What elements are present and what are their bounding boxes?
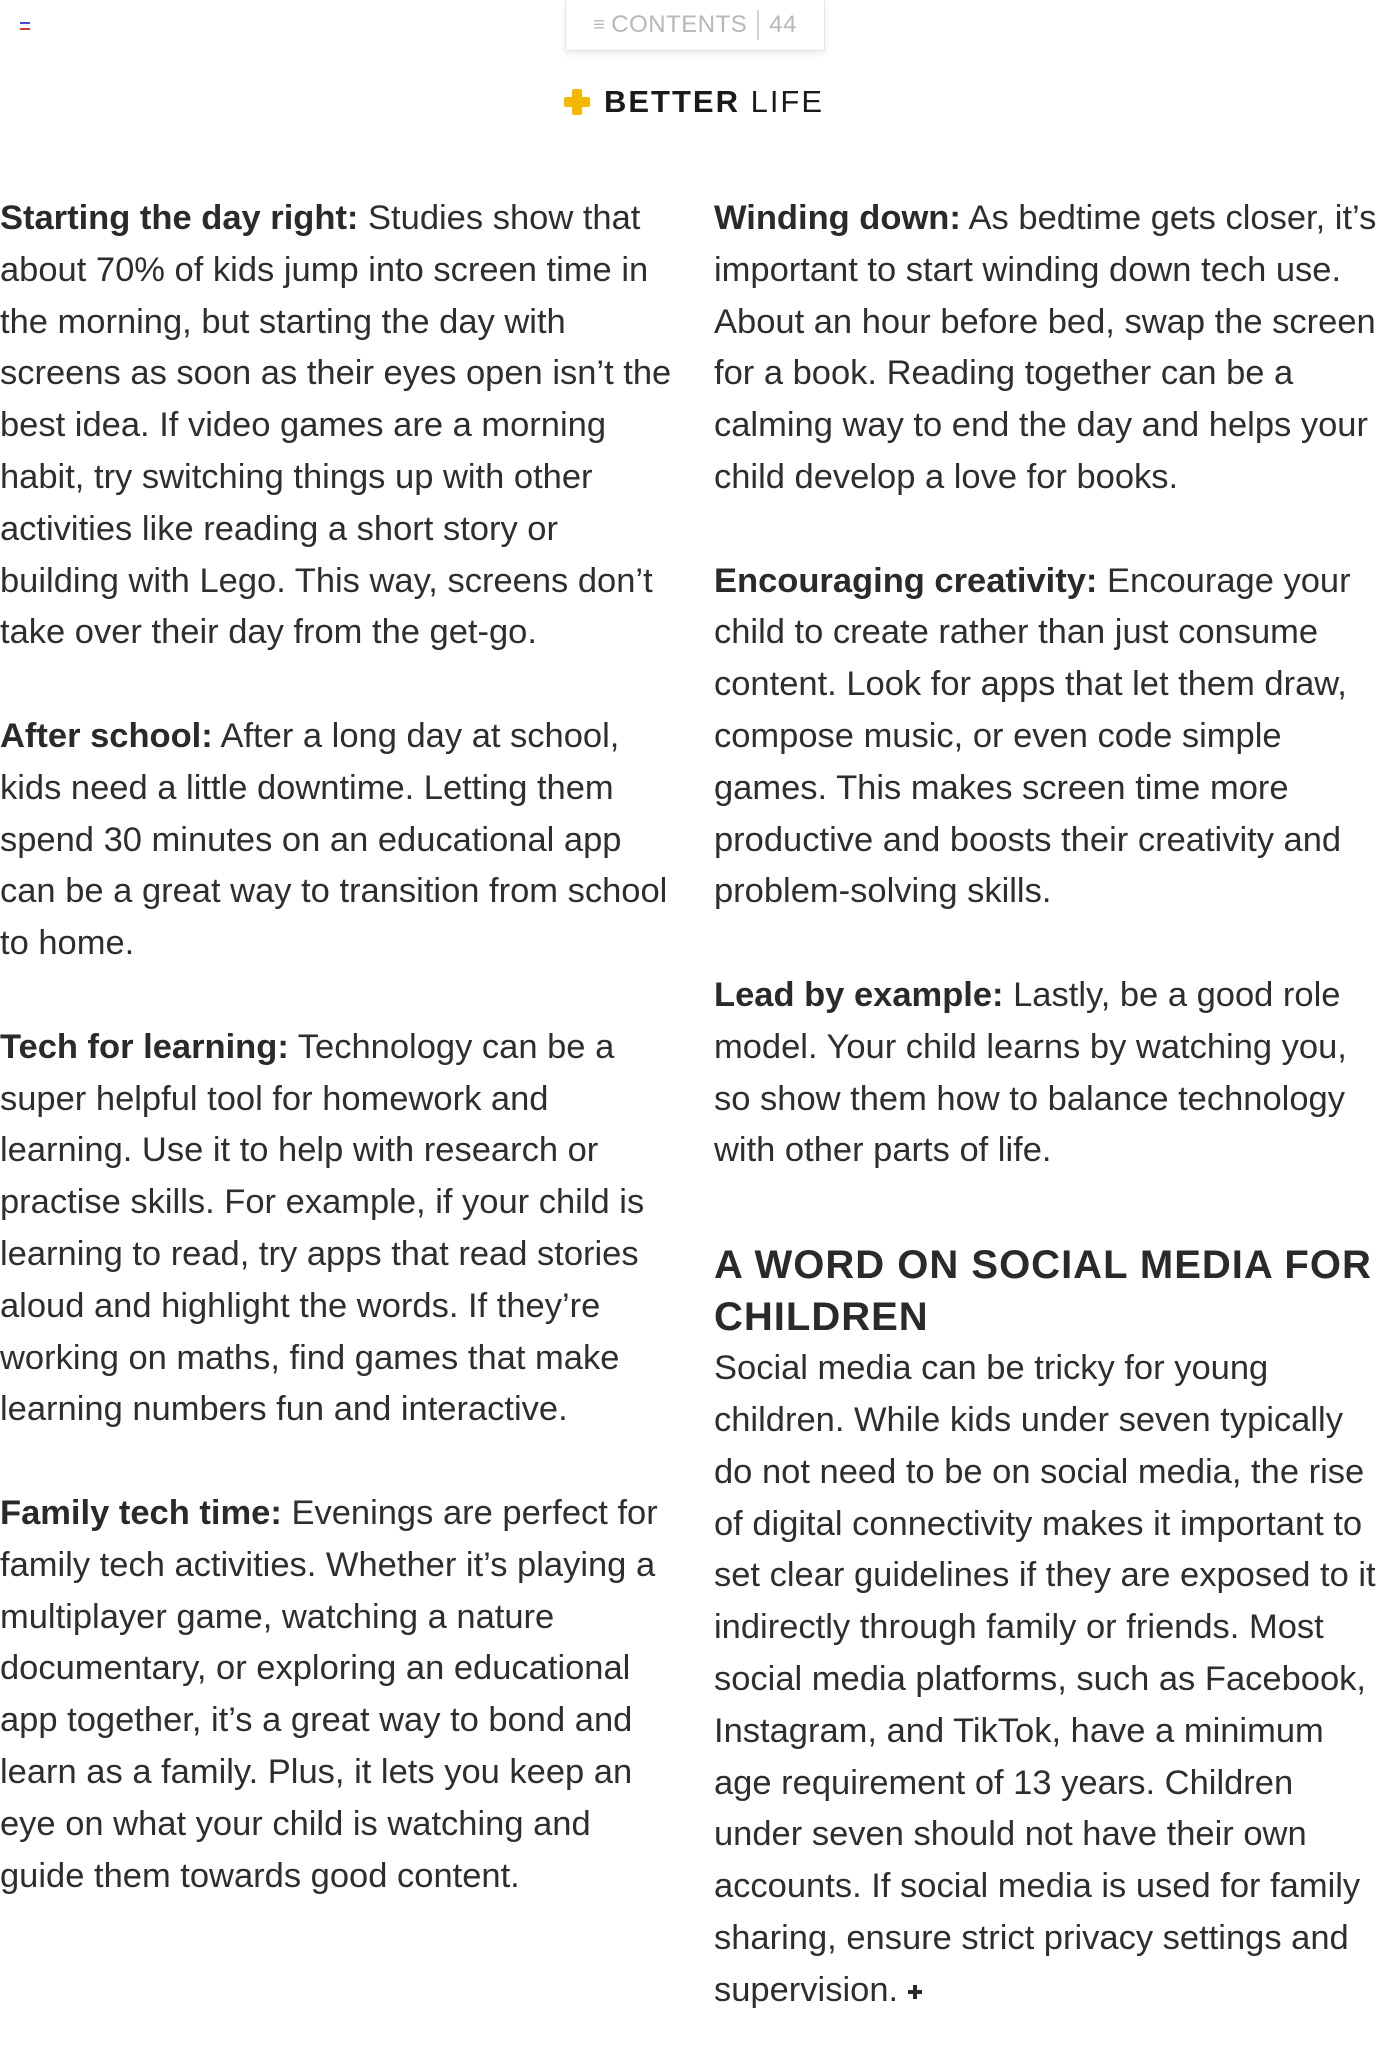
social-media-heading: A WORD ON SOCIAL MEDIA FOR CHILDREN (714, 1243, 1372, 1340)
section-header (0, 84, 1388, 120)
paragraph-body: After a long day at school, kids need a little downtime. Letting them spend 30 minutes on an educational app can be a great way to transition from school to home. (0, 716, 668, 963)
hamburger-icon[interactable] (20, 22, 30, 30)
paragraph-heading: After school: (0, 716, 213, 755)
separator (757, 10, 759, 40)
paragraph-tech-for-learning (0, 1022, 672, 1436)
paragraph-winding-down (714, 193, 1388, 504)
list-icon: ≡ (593, 13, 606, 36)
paragraph-body: Technology can be a super helpful tool for homework and learning. Use it to help with research or practise skills. For example, if your child is learning to read, try apps that read stories aloud and highlight the words. If they’re working on maths, find games that make learning numbers fun and interactive. (0, 1027, 645, 1429)
paragraph-body: Lastly, be a good role model. Your child learns by watching you, so show them how to balance technology with other parts of life. (714, 975, 1347, 1170)
paragraph-heading: Tech for learning: (0, 1027, 289, 1066)
left-column (0, 193, 672, 1954)
paragraph-family-tech-time (0, 1488, 672, 1902)
menu-line-bottom (20, 28, 30, 30)
contents-label: CONTENTS (611, 11, 748, 38)
right-column (714, 193, 1388, 2068)
end-of-article-icon (908, 1985, 922, 1999)
paragraph-social-media (714, 1343, 1388, 2016)
paragraph-heading: Winding down: (714, 199, 961, 237)
paragraph-after-school (0, 711, 672, 970)
section-title-bold: BETTER (603, 84, 740, 119)
paragraph-body: Social media can be tricky for young children. While kids under seven typically do not need to be on social media, the rise of digital connectivity makes it important to set clear guidelines if they are exposed to it indirectly through family or friends. Most social media platforms, such as Facebook, Instagram, and TikTok, have a minimum age requirement of 13 years. Children under seven should not have their own accounts. If social media is used for family sharing, ensure strict privacy settings and supervision. (714, 1349, 1376, 2009)
paragraph-starting-the-day (0, 193, 672, 659)
paragraph-lead-by-example (714, 970, 1388, 1177)
plus-cross-icon (564, 89, 590, 115)
paragraph-body: Evenings are perfect for family tech activities. Whether it’s playing a multiplayer game, watching a nature documentary, or exploring an educational app together, it’s a great way to bond and learn as a family. Plus, it lets you keep an eye on what your child is watching and guide them towards good content. (0, 1493, 658, 1895)
paragraph-heading: Family tech time: (0, 1493, 282, 1532)
paragraph-body: Studies show that about 70% of kids jump into screen time in the morning, but starting the day with screens as soon as their eyes open isn’t the best idea. If video games are a morning habit, try switching things up with other activities like reading a short story or building with Lego. This way, screens don’t take over their day from the get-go. (0, 199, 672, 652)
paragraph-body: Encourage your child to create rather than just consume content. Look for apps that let them draw, compose music, or even code simple games. This makes screen time more productive and boosts their creativity and problem-solving skills. (714, 561, 1351, 911)
paragraph-heading: Starting the day right: (0, 199, 359, 237)
page-number: 44 (769, 11, 797, 38)
paragraph-heading: Lead by example: (714, 975, 1004, 1014)
paragraph-encouraging-creativity (714, 556, 1388, 919)
contents-tab-button[interactable] (565, 0, 825, 51)
paragraph-heading: Encouraging creativity: (714, 561, 1098, 600)
menu-line-top (20, 22, 30, 24)
paragraph-body: As bedtime gets closer, it’s important to start winding down tech use. About an hour before bed, swap the screen for a book. Reading together can be a calming way to end the day and helps your child develop a love for books. (714, 199, 1377, 496)
section-title-regular: LIFE (750, 84, 825, 119)
section-title (604, 84, 824, 120)
